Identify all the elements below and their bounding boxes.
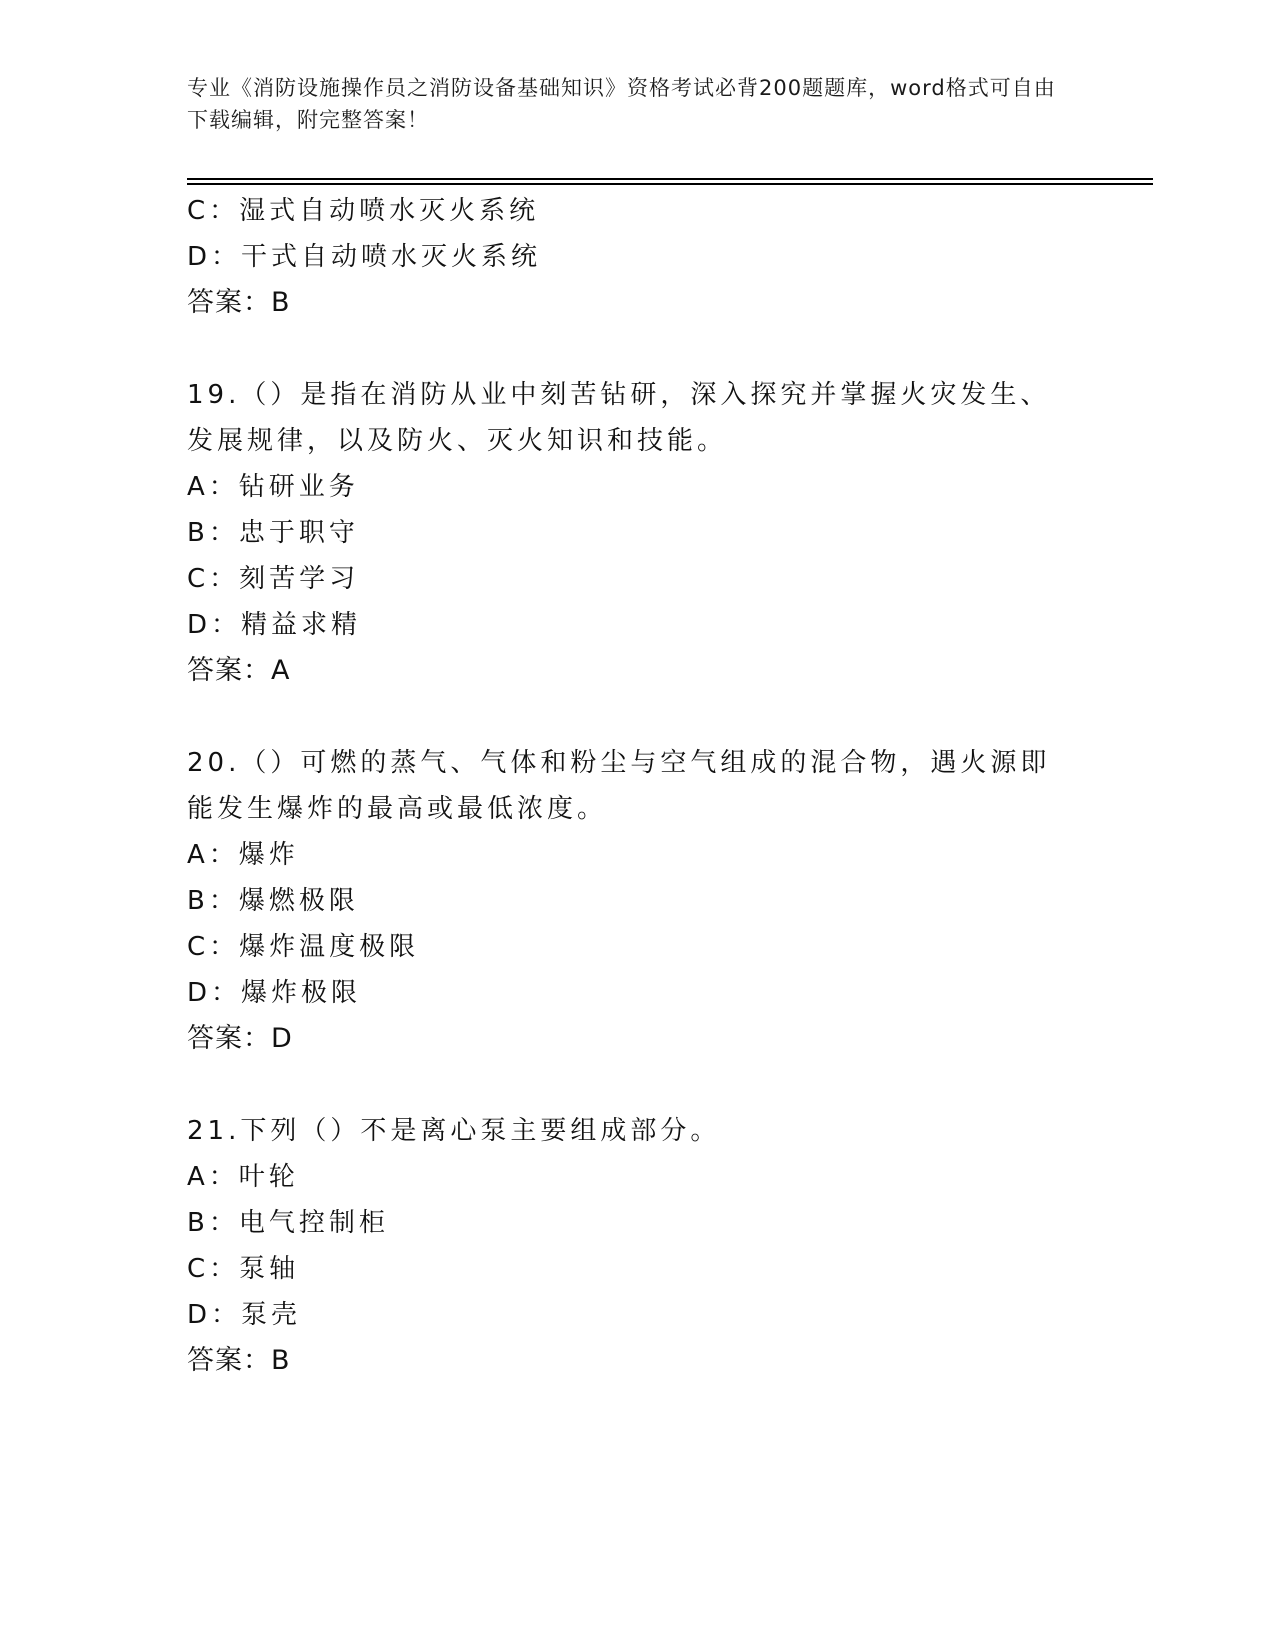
question-stem: 20.（）可燃的蒸气、气体和粉尘与空气组成的混合物，遇火源即能发生爆炸的最高或最低浓度。 xyxy=(187,748,1051,824)
option-b: B：忠于职守 xyxy=(187,518,359,548)
option-a: A：钻研业务 xyxy=(187,472,359,502)
option-c: C：爆炸温度极限 xyxy=(187,932,420,962)
header-divider-top xyxy=(187,178,1153,180)
document-header: 专业《消防设施操作员之消防设备基础知识》资格考试必背200题题库，word格式可自由下载编辑，附完整答案！ xyxy=(187,76,1056,132)
option-a: A：叶轮 xyxy=(187,1162,299,1192)
question-20 xyxy=(187,740,1087,1062)
option-b: B：爆燃极限 xyxy=(187,886,359,916)
option-b: B：电气控制柜 xyxy=(187,1208,389,1238)
option-c: C：刻苦学习 xyxy=(187,564,360,594)
option-c: C：湿式自动喷水灭火系统 xyxy=(187,196,540,226)
question-stem: 21.下列（）不是离心泵主要组成部分。 xyxy=(187,1116,721,1146)
question-19 xyxy=(187,372,1087,694)
question-stem: 19.（）是指在消防从业中刻苦钻研，深入探究并掌握火灾发生、发展规律，以及防火、灭火知识和技能。 xyxy=(187,380,1051,456)
option-d: D：爆炸极限 xyxy=(187,978,362,1008)
answer-line: 答案：D xyxy=(187,1023,293,1054)
header-divider-bottom xyxy=(187,183,1153,185)
answer-line: 答案：B xyxy=(187,287,291,318)
option-c: C：泵轴 xyxy=(187,1254,300,1284)
answer-line: 答案：A xyxy=(187,655,291,686)
answer-line: 答案：B xyxy=(187,1345,291,1376)
option-a: A：爆炸 xyxy=(187,840,299,870)
option-d: D：干式自动喷水灭火系统 xyxy=(187,242,542,272)
previous-question-tail xyxy=(187,188,1087,326)
question-list xyxy=(187,188,1087,1384)
question-21 xyxy=(187,1108,1087,1384)
option-d: D：泵壳 xyxy=(187,1300,302,1330)
option-d: D：精益求精 xyxy=(187,610,362,640)
